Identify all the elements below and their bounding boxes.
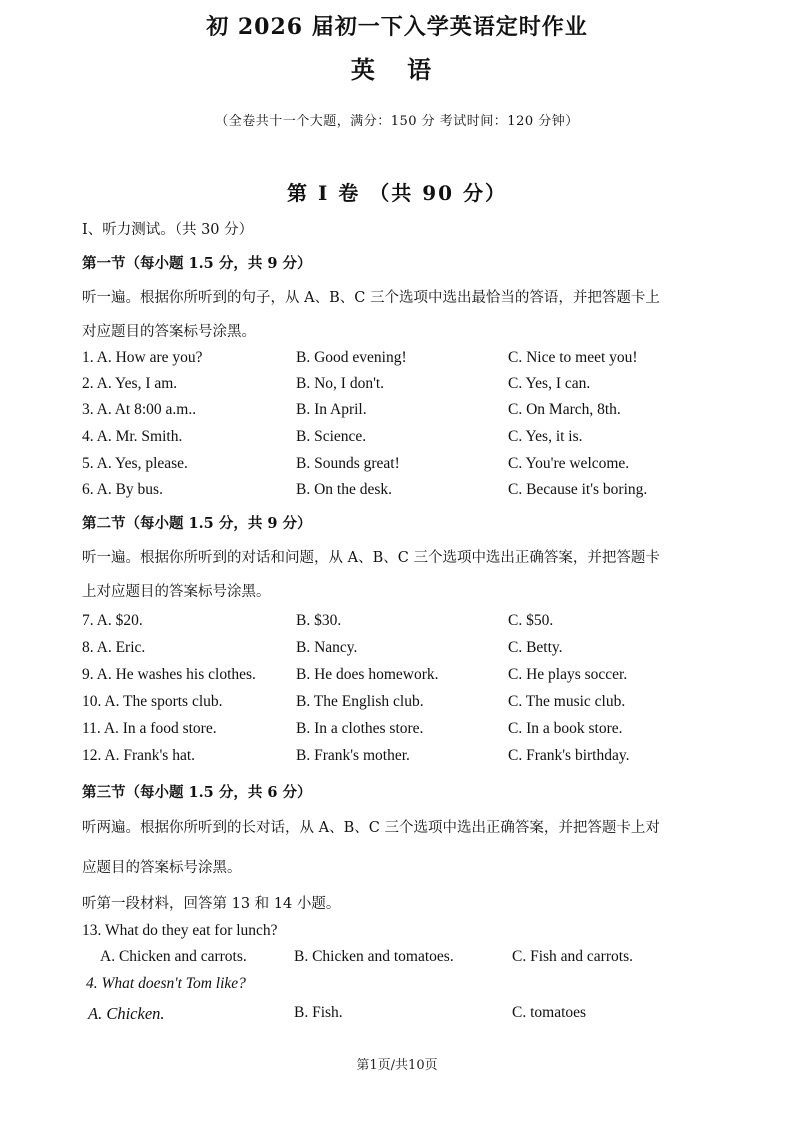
question-row [0, 747, 794, 769]
question-row [0, 375, 794, 397]
option-b: B. Good evening! [296, 349, 407, 366]
question-stem: 4. What doesn't Tom like? [86, 975, 246, 992]
question-row [0, 349, 794, 371]
option-b: B. Frank's mother. [296, 747, 410, 764]
section-title: 第三节（每小题 1.5 分，共 6 分） [82, 784, 312, 801]
option-b: B. Science. [296, 428, 367, 445]
option-a: 11. A. In a food store. [82, 720, 217, 737]
option-a: 7. A. $20. [82, 612, 143, 629]
question-row [0, 401, 794, 423]
section-instruction: 对应题目的答案标号涂黑。 [82, 324, 256, 340]
option-a: A. Chicken. [88, 1004, 165, 1023]
section-instruction: 应题目的答案标号涂黑。 [82, 860, 242, 876]
option-c: C. On March, 8th. [508, 401, 621, 418]
option-c: C. $50. [508, 612, 554, 629]
option-a: 3. A. At 8:00 a.m.. [82, 401, 197, 418]
option-b: B. He does homework. [296, 666, 439, 683]
question-row [0, 428, 794, 450]
question-row [0, 1004, 794, 1026]
question-stem: 13. What do they eat for lunch? [82, 922, 278, 939]
option-c: C. You're welcome. [508, 455, 630, 472]
option-c: C. Betty. [508, 639, 563, 656]
option-b: B. On the desk. [296, 481, 393, 498]
option-a: 6. A. By bus. [82, 481, 163, 498]
option-c: C. tomatoes [512, 1004, 587, 1021]
question-row [0, 666, 794, 688]
option-a: 4. A. Mr. Smith. [82, 428, 183, 445]
option-b: B. The English club. [296, 693, 424, 710]
option-a: 8. A. Eric. [82, 639, 146, 656]
question-row [0, 612, 794, 634]
option-b: B. Sounds great! [296, 455, 400, 472]
option-a: 1. A. How are you? [82, 349, 203, 366]
option-b: B. $30. [296, 612, 342, 629]
section-instruction: 听两遍。根据你所听到的长对话，从 A、B、C 三个选项中选出正确答案，并把答题卡上对 [82, 820, 660, 836]
page-number: 第1页/共10页 [356, 1058, 438, 1073]
exam-title: 初 2026 届初一下入学英语定时作业 [206, 14, 588, 40]
option-b: B. Fish. [294, 1004, 343, 1021]
section-instruction: 听一遍。根据你所听到的句子，从 A、B、C 三个选项中选出最恰当的答语，并把答题卡上 [82, 290, 660, 306]
option-b: B. In a clothes store. [296, 720, 424, 737]
section-title: 第一节（每小题 1.5 分，共 9 分） [82, 255, 312, 272]
question-row [0, 948, 794, 970]
option-a: 12. A. Frank's hat. [82, 747, 196, 764]
option-c: C. In a book store. [508, 720, 623, 737]
option-a: A. Chicken and carrots. [100, 948, 247, 965]
option-c: C. The music club. [508, 693, 626, 710]
option-c: C. Fish and carrots. [512, 948, 633, 965]
question-row [0, 455, 794, 477]
option-c: C. Frank's birthday. [508, 747, 630, 764]
option-c: C. Because it's boring. [508, 481, 648, 498]
exam-info-note: （全卷共十一个大题，满分：150 分 考试时间：120 分钟） [215, 114, 579, 129]
section-title: 第二节（每小题 1.5 分，共 9 分） [82, 515, 312, 532]
section-instruction: 听一遍。根据你所听到的对话和问题，从 A、B、C 三个选项中选出正确答案，并把答题卡 [82, 550, 660, 566]
question-row [0, 639, 794, 661]
option-c: C. Yes, I can. [508, 375, 591, 392]
option-c: C. Yes, it is. [508, 428, 583, 445]
question-row [0, 481, 794, 503]
subject-title: 英 语 [350, 55, 444, 84]
material-intro: 听第一段材料，回答第 13 和 14 小题。 [82, 896, 341, 912]
option-a: 9. A. He washes his clothes. [82, 666, 256, 683]
question-row [0, 693, 794, 715]
part-title: Ⅰ、听力测试。（共 30 分） [82, 222, 254, 238]
option-b: B. No, I don't. [296, 375, 385, 392]
volume-title: 第 I 卷 （共 90 分） [286, 181, 507, 205]
option-a: 2. A. Yes, I am. [82, 375, 178, 392]
option-b: B. Chicken and tomatoes. [294, 948, 454, 965]
option-a: 10. A. The sports club. [82, 693, 223, 710]
section-instruction: 上对应题目的答案标号涂黑。 [82, 584, 271, 600]
option-b: B. Nancy. [296, 639, 358, 656]
option-b: B. In April. [296, 401, 367, 418]
option-c: C. Nice to meet you! [508, 349, 638, 366]
option-c: C. He plays soccer. [508, 666, 628, 683]
option-a: 5. A. Yes, please. [82, 455, 188, 472]
question-row [0, 720, 794, 742]
